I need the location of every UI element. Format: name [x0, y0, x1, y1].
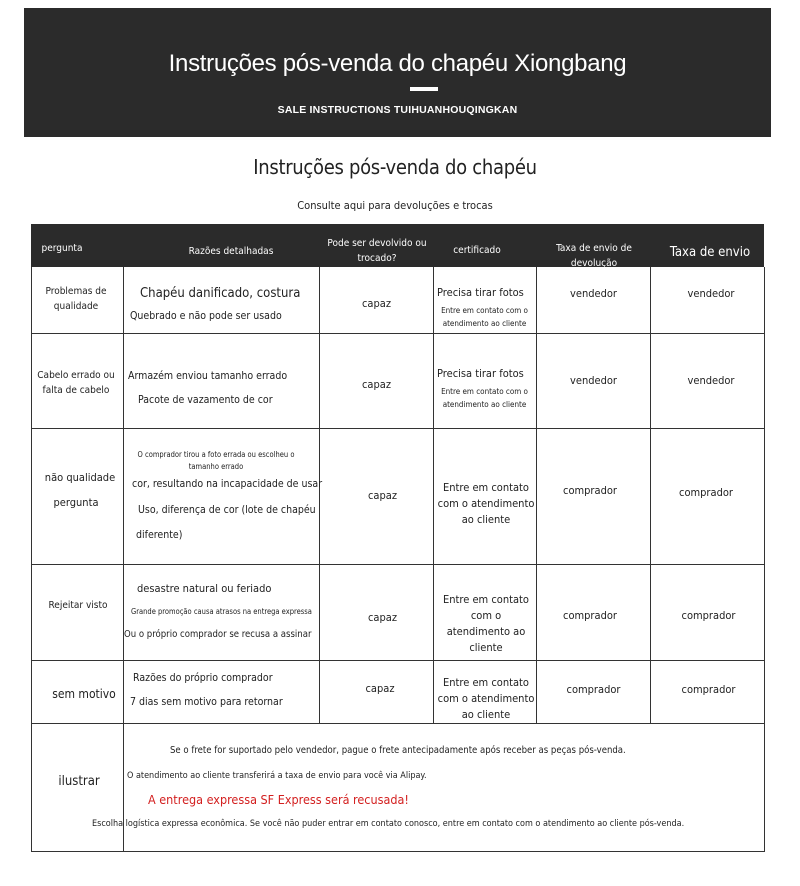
row-reason-line: diferente): [136, 529, 183, 541]
row-question: sem motivo: [52, 687, 116, 701]
row-returnable: capaz: [367, 611, 398, 624]
grid-line: [764, 267, 765, 852]
row-return-fee: vendedor: [570, 374, 617, 387]
grid-line: [123, 267, 124, 852]
row-returnable: capaz: [365, 682, 395, 695]
row-reason-line: Razões do próprio comprador: [133, 672, 273, 684]
row-question: Cabelo errado ou falta de cabelo: [37, 370, 115, 396]
grid-line: [31, 564, 765, 565]
col-header-returnable: Pode ser devolvido ou trocado?: [327, 238, 427, 264]
note-line: Se o frete for suportado pelo vendedor, pague o frete antecipadamente após receber as peças pós-venda.: [170, 745, 626, 756]
note-warning: A entrega expressa SF Express será recusada!: [148, 792, 409, 807]
row-shipping-fee: comprador: [681, 683, 736, 696]
row-shipping-fee: vendedor: [687, 374, 735, 387]
row-certificate-note: Entre em contato com o atendimento ao cliente: [441, 306, 528, 328]
col-header-reasons: Razões detalhadas: [188, 246, 274, 257]
row-returnable: capaz: [361, 297, 392, 310]
row-reason-note: O comprador tirou a foto errada ou escolheu o tamanho errado: [137, 450, 295, 471]
note-line: O atendimento ao cliente transferirá a taxa de envio para você via Alipay.: [127, 771, 427, 781]
row-certificate: Entre em contato com o atendimento ao cliente: [443, 593, 529, 654]
row-return-fee: comprador: [566, 683, 621, 696]
row-certificate-note: Entre em contato com o atendimento ao cliente: [441, 387, 528, 409]
row-return-fee: comprador: [563, 484, 617, 497]
row-certificate: Precisa tirar fotos: [437, 286, 524, 299]
row-reason-line: Armazém enviou tamanho errado: [128, 370, 288, 382]
banner-title: Instruções pós-venda do chapéu Xiongbang: [168, 50, 627, 77]
row-reason-line: Uso, diferença de cor (lote de chapéu: [138, 504, 316, 516]
page-title: Instruções pós-venda do chapéu: [253, 155, 537, 179]
banner-divider: [410, 87, 438, 91]
row-shipping-fee: comprador: [681, 609, 736, 622]
row-question: Rejeitar visto: [48, 600, 108, 611]
grid-line: [31, 851, 765, 852]
row-certificate: Entre em contato com o atendimento ao cliente: [437, 676, 535, 721]
grid-line: [31, 428, 765, 429]
row-reason-line: cor, resultando na incapacidade de usar: [132, 478, 323, 490]
row-question: Problemas de qualidade: [45, 286, 107, 312]
row-question: não qualidade: [44, 471, 116, 484]
row-return-fee: comprador: [563, 609, 617, 622]
row-certificate: Entre em contato com o atendimento ao cliente: [437, 481, 535, 526]
row-reason-line: Chapéu danificado, costura: [140, 286, 301, 301]
row-question: pergunta: [53, 496, 99, 509]
grid-line: [31, 723, 765, 724]
page-subtitle: Consulte aqui para devoluções e trocas: [297, 199, 493, 212]
row-reason-line: 7 dias sem motivo para retornar: [130, 696, 283, 708]
row-reason-line: Ou o próprio comprador se recusa a assinar: [124, 629, 312, 640]
row-returnable: capaz: [367, 489, 398, 502]
note-line: Escolha logística expressa econômica. Se você não puder entrar em contato conosco, entre em contato com o atendimento ao cliente pós-venda.: [92, 819, 685, 829]
banner-subtitle: SALE INSTRUCTIONS TUIHUANHOUQINGKAN: [277, 104, 518, 116]
col-header-question: pergunta: [41, 243, 83, 254]
row-reason-line: Pacote de vazamento de cor: [138, 394, 273, 406]
row-reason-line: Quebrado e não pode ser usado: [130, 310, 282, 322]
col-header-certificate: certificado: [453, 245, 501, 256]
col-header-shipping-fee: Taxa de envio: [669, 245, 751, 260]
row-shipping-fee: comprador: [679, 486, 733, 499]
row-returnable: capaz: [361, 378, 392, 391]
row-certificate: Precisa tirar fotos: [437, 367, 524, 380]
grid-line: [31, 333, 765, 334]
row-reason-note: Grande promoção causa atrasos na entrega expressa: [131, 607, 312, 616]
notes-label: ilustrar: [58, 774, 100, 789]
header-banner: [24, 8, 771, 137]
row-reason-line: desastre natural ou feriado: [137, 582, 272, 595]
grid-line: [31, 267, 32, 852]
row-return-fee: vendedor: [570, 287, 617, 300]
row-shipping-fee: vendedor: [687, 287, 735, 300]
col-header-return-fee: Taxa de envio de devolução: [556, 243, 632, 269]
grid-line: [31, 660, 765, 661]
